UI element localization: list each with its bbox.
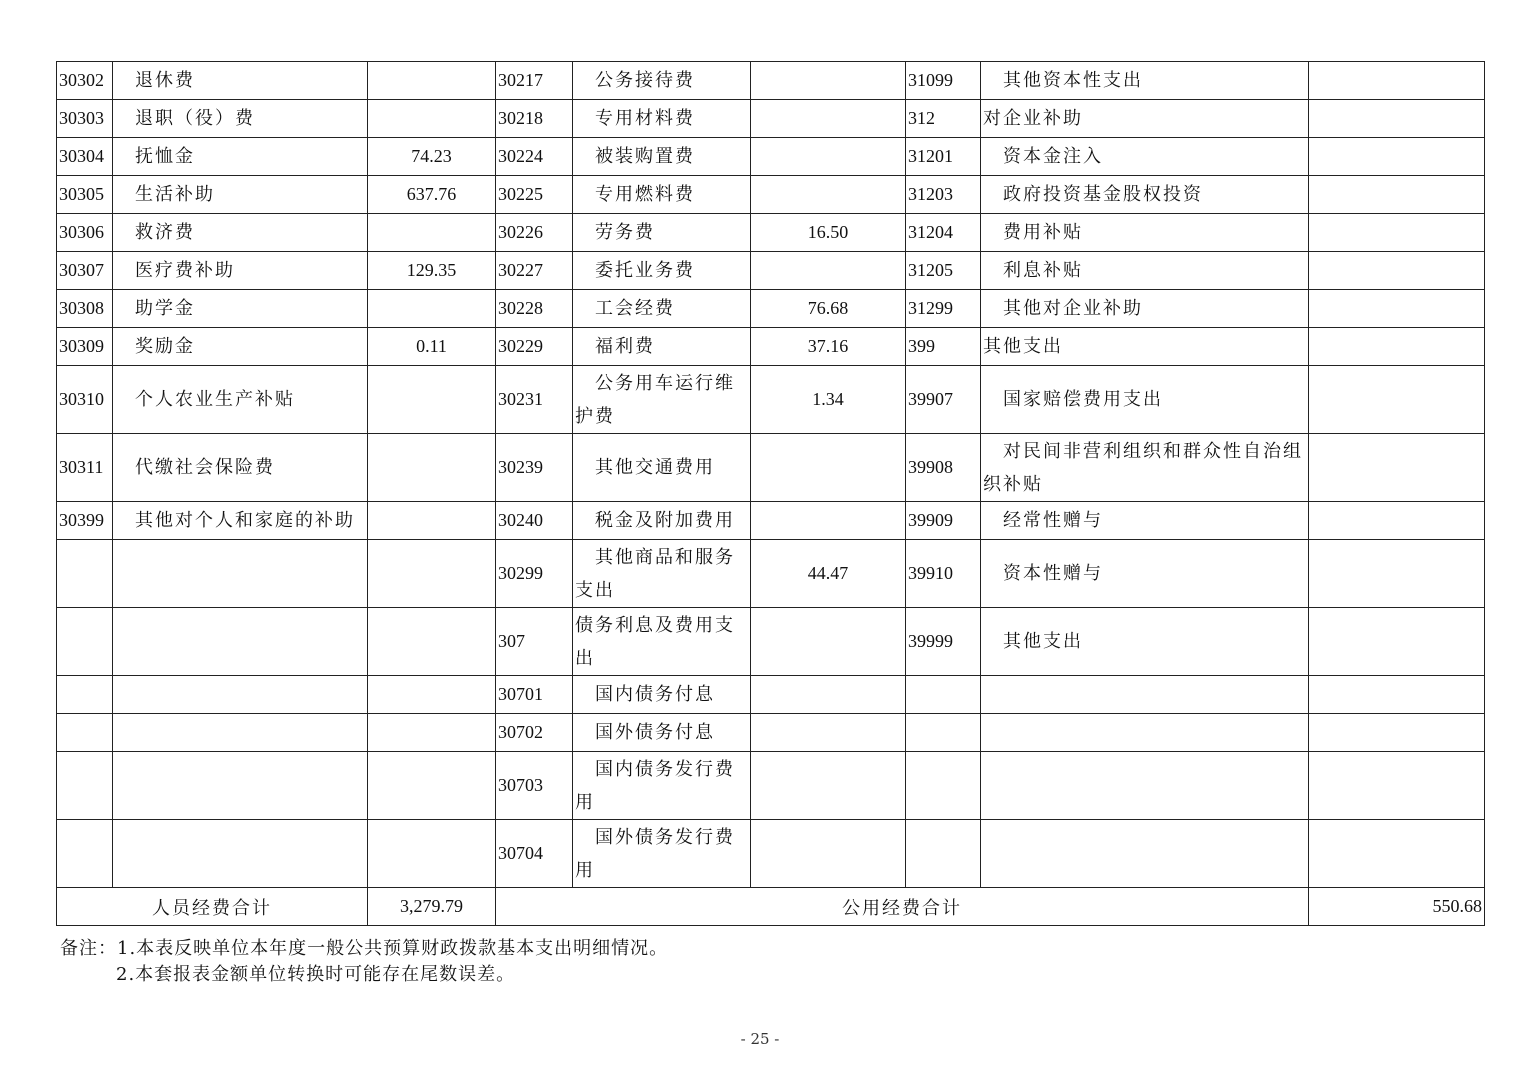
- item-name: 代缴社会保险费: [113, 434, 368, 502]
- public-total-label: 公用经费合计: [496, 888, 1309, 926]
- amount: [368, 290, 496, 328]
- amount: 637.76: [368, 176, 496, 214]
- econ-code: 31299: [906, 290, 981, 328]
- econ-code: 30302: [57, 62, 113, 100]
- amount: 74.23: [368, 138, 496, 176]
- amount: [368, 714, 496, 752]
- table-row: [57, 176, 1485, 214]
- amount: [368, 434, 496, 502]
- amount: 0.11: [368, 328, 496, 366]
- table-row: [57, 290, 1485, 328]
- item-name: 助学金: [113, 290, 368, 328]
- table-row: [57, 214, 1485, 252]
- econ-code: 31203: [906, 176, 981, 214]
- econ-code: [906, 820, 981, 888]
- econ-code: 39910: [906, 540, 981, 608]
- amount: 129.35: [368, 252, 496, 290]
- item-name: 其他支出: [981, 608, 1309, 676]
- item-name: [981, 820, 1309, 888]
- item-name: 其他资本性支出: [981, 62, 1309, 100]
- table-row: [57, 100, 1485, 138]
- econ-code: 30303: [57, 100, 113, 138]
- amount: [1309, 138, 1485, 176]
- econ-code: 39909: [906, 502, 981, 540]
- amount: [1309, 714, 1485, 752]
- amount: [368, 62, 496, 100]
- econ-code: 31099: [906, 62, 981, 100]
- item-name: [981, 714, 1309, 752]
- econ-code: [57, 820, 113, 888]
- amount: [751, 62, 906, 100]
- econ-code: 31204: [906, 214, 981, 252]
- amount: [1309, 62, 1485, 100]
- econ-code: 30226: [496, 214, 573, 252]
- amount: [1309, 502, 1485, 540]
- amount: [1309, 214, 1485, 252]
- item-name: [113, 752, 368, 820]
- econ-code: 30228: [496, 290, 573, 328]
- table-row: [57, 366, 1485, 434]
- amount: 16.50: [751, 214, 906, 252]
- table-row: [57, 502, 1485, 540]
- econ-code: [57, 714, 113, 752]
- item-name: 专用燃料费: [573, 176, 751, 214]
- item-name: 其他对企业补助: [981, 290, 1309, 328]
- note-line-1: 备注：1.本表反映单位本年度一般公共预算财政拨款基本支出明细情况。: [60, 938, 669, 959]
- amount: [1309, 820, 1485, 888]
- econ-code: 30304: [57, 138, 113, 176]
- econ-code: 30217: [496, 62, 573, 100]
- item-name: 国内债务付息: [573, 676, 751, 714]
- econ-code: 30218: [496, 100, 573, 138]
- item-name: 公务接待费: [573, 62, 751, 100]
- item-name: 对企业补助: [981, 100, 1309, 138]
- amount: [368, 502, 496, 540]
- amount: [1309, 676, 1485, 714]
- table-row: [57, 434, 1485, 502]
- item-name: 公务用车运行维护费: [573, 366, 751, 434]
- item-name: 国内债务发行费用: [573, 752, 751, 820]
- econ-code: 30305: [57, 176, 113, 214]
- amount: [751, 138, 906, 176]
- amount: [368, 366, 496, 434]
- table-row: [57, 714, 1485, 752]
- amount: 76.68: [751, 290, 906, 328]
- econ-code: [906, 714, 981, 752]
- item-name: 福利费: [573, 328, 751, 366]
- amount: [751, 252, 906, 290]
- item-name: 经常性赠与: [981, 502, 1309, 540]
- econ-code: 30704: [496, 820, 573, 888]
- table-notes: [60, 936, 668, 988]
- amount: [751, 502, 906, 540]
- item-name: 其他交通费用: [573, 434, 751, 502]
- page-number: - 25 -: [740, 1030, 780, 1048]
- public-total-value: 550.68: [1309, 888, 1485, 926]
- amount: [1309, 252, 1485, 290]
- econ-code: 30309: [57, 328, 113, 366]
- amount: 44.47: [751, 540, 906, 608]
- item-name: 资本金注入: [981, 138, 1309, 176]
- item-name: 医疗费补助: [113, 252, 368, 290]
- item-name: 对民间非营利组织和群众性自治组织补贴: [981, 434, 1309, 502]
- amount: 37.16: [751, 328, 906, 366]
- econ-code: 30224: [496, 138, 573, 176]
- amount: [1309, 290, 1485, 328]
- econ-code: 30227: [496, 252, 573, 290]
- amount: [1309, 540, 1485, 608]
- econ-code: 30299: [496, 540, 573, 608]
- item-name: 被装购置费: [573, 138, 751, 176]
- personnel-total-value: 3,279.79: [368, 888, 496, 926]
- amount: [368, 608, 496, 676]
- amount: [751, 714, 906, 752]
- item-name: 个人农业生产补贴: [113, 366, 368, 434]
- item-name: 税金及附加费用: [573, 502, 751, 540]
- econ-code: [57, 608, 113, 676]
- amount: [751, 820, 906, 888]
- econ-code: 30310: [57, 366, 113, 434]
- item-name: 奖励金: [113, 328, 368, 366]
- econ-code: 30702: [496, 714, 573, 752]
- item-name: 其他对个人和家庭的补助: [113, 502, 368, 540]
- amount: [751, 176, 906, 214]
- econ-code: [57, 752, 113, 820]
- table-row: [57, 138, 1485, 176]
- item-name: 生活补助: [113, 176, 368, 214]
- econ-code: 30240: [496, 502, 573, 540]
- amount: [1309, 176, 1485, 214]
- item-name: 救济费: [113, 214, 368, 252]
- econ-code: 30307: [57, 252, 113, 290]
- amount: [368, 540, 496, 608]
- amount: [751, 752, 906, 820]
- econ-code: 307: [496, 608, 573, 676]
- amount: [751, 434, 906, 502]
- item-name: 退休费: [113, 62, 368, 100]
- table-row: [57, 820, 1485, 888]
- econ-code: 31205: [906, 252, 981, 290]
- item-name: 委托业务费: [573, 252, 751, 290]
- item-name: 退职（役）费: [113, 100, 368, 138]
- econ-code: 31201: [906, 138, 981, 176]
- amount: 1.34: [751, 366, 906, 434]
- item-name: 劳务费: [573, 214, 751, 252]
- econ-code: 30231: [496, 366, 573, 434]
- amount: [1309, 366, 1485, 434]
- econ-code: 30306: [57, 214, 113, 252]
- amount: [1309, 328, 1485, 366]
- econ-code: 312: [906, 100, 981, 138]
- amount: [1309, 434, 1485, 502]
- amount: [751, 100, 906, 138]
- amount: [1309, 608, 1485, 676]
- econ-code: 30229: [496, 328, 573, 366]
- table-row: [57, 676, 1485, 714]
- econ-code: 399: [906, 328, 981, 366]
- econ-code: 39999: [906, 608, 981, 676]
- table-row: [57, 62, 1485, 100]
- econ-code: 30399: [57, 502, 113, 540]
- totals-row: [57, 888, 1485, 926]
- amount: [751, 676, 906, 714]
- item-name: [113, 714, 368, 752]
- amount: [368, 676, 496, 714]
- amount: [751, 608, 906, 676]
- amount: [368, 820, 496, 888]
- item-name: 抚恤金: [113, 138, 368, 176]
- amount: [368, 752, 496, 820]
- item-name: 资本性赠与: [981, 540, 1309, 608]
- econ-code: 39907: [906, 366, 981, 434]
- item-name: 国外债务付息: [573, 714, 751, 752]
- table-row: [57, 540, 1485, 608]
- item-name: 国家赔偿费用支出: [981, 366, 1309, 434]
- econ-code: 30703: [496, 752, 573, 820]
- econ-code: 30311: [57, 434, 113, 502]
- item-name: 债务利息及费用支出: [573, 608, 751, 676]
- item-name: 工会经费: [573, 290, 751, 328]
- econ-code: [57, 676, 113, 714]
- table-row: [57, 608, 1485, 676]
- econ-code: [906, 676, 981, 714]
- econ-code: 30701: [496, 676, 573, 714]
- table-row: [57, 252, 1485, 290]
- table-row: [57, 752, 1485, 820]
- item-name: [981, 676, 1309, 714]
- amount: [1309, 752, 1485, 820]
- econ-code: 39908: [906, 434, 981, 502]
- item-name: 专用材料费: [573, 100, 751, 138]
- amount: [368, 214, 496, 252]
- item-name: [113, 820, 368, 888]
- econ-code: 30308: [57, 290, 113, 328]
- item-name: [113, 676, 368, 714]
- expenditure-detail-table: [56, 61, 1485, 926]
- personnel-total-label: 人员经费合计: [57, 888, 368, 926]
- amount: [1309, 100, 1485, 138]
- note-line-2: 2.本套报表金额单位转换时可能存在尾数误差。: [116, 964, 516, 985]
- econ-code: [57, 540, 113, 608]
- item-name: [981, 752, 1309, 820]
- econ-code: 30239: [496, 434, 573, 502]
- item-name: [113, 540, 368, 608]
- item-name: 政府投资基金股权投资: [981, 176, 1309, 214]
- item-name: [113, 608, 368, 676]
- item-name: 利息补贴: [981, 252, 1309, 290]
- item-name: 其他商品和服务支出: [573, 540, 751, 608]
- item-name: 其他支出: [981, 328, 1309, 366]
- table-row: [57, 328, 1485, 366]
- amount: [368, 100, 496, 138]
- econ-code: 30225: [496, 176, 573, 214]
- econ-code: [906, 752, 981, 820]
- item-name: 国外债务发行费用: [573, 820, 751, 888]
- item-name: 费用补贴: [981, 214, 1309, 252]
